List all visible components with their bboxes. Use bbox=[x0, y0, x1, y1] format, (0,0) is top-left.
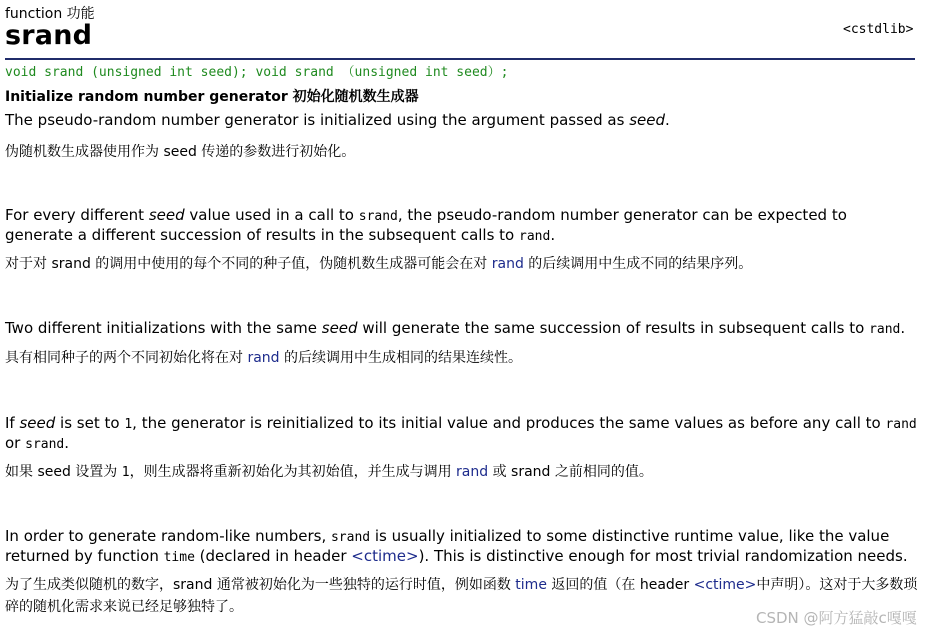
text-span: or bbox=[5, 434, 26, 452]
text-span: For every different bbox=[5, 206, 149, 224]
text-span: value used in a call to bbox=[184, 206, 359, 224]
paragraph-3-english bbox=[5, 319, 917, 339]
text-span: If bbox=[5, 414, 20, 432]
text-span: 的后续调用中生成相同的结果连续性。 bbox=[279, 350, 523, 366]
time-link[interactable]: time bbox=[515, 577, 547, 593]
paragraph-2-english bbox=[5, 206, 917, 246]
rand-link[interactable]: rand bbox=[456, 464, 489, 480]
text-span: 为了生成类似随机的数字，srand 通常被初始化为一些独特的运行时值，例如函数 bbox=[5, 577, 516, 593]
seed-param: seed bbox=[321, 319, 358, 337]
rand-code: rand bbox=[519, 229, 551, 244]
time-code: time bbox=[163, 550, 195, 565]
page-title: srand bbox=[5, 20, 93, 51]
paragraph-4-chinese bbox=[5, 461, 925, 484]
ctime-link[interactable]: <ctime> bbox=[693, 577, 757, 593]
text-span: 具有相同种子的两个不同初始化将在对 bbox=[5, 350, 248, 366]
ctime-link[interactable]: <ctime> bbox=[351, 547, 419, 565]
title-divider bbox=[5, 58, 915, 60]
function-summary: Initialize random number generator 初始化随机数生成器 bbox=[5, 89, 419, 105]
text-span: 对于对 srand 的调用中使用的每个不同的种子值，伪随机数生成器可能会在对 bbox=[5, 256, 492, 272]
text-span: ，则生成器将重新初始化为其初始值，并生成与调用 bbox=[129, 464, 457, 480]
text-span: 中声明）。这对于大多数琐碎的随机化需求来说已经足够独特了。 bbox=[5, 577, 918, 615]
paragraph-3-chinese bbox=[5, 347, 925, 369]
srand-code: srand bbox=[358, 209, 398, 224]
text-span: 或 srand 之前相同的值。 bbox=[488, 464, 653, 480]
seed-param: seed bbox=[148, 206, 185, 224]
rand-link[interactable]: rand bbox=[247, 350, 280, 366]
header-file-tag: <cstdlib> bbox=[843, 22, 914, 37]
paragraph-4-english bbox=[5, 414, 917, 454]
paragraph-5-english bbox=[5, 527, 917, 567]
text-span: will generate the same succession of results in subsequent calls to bbox=[357, 319, 870, 337]
text-span: 如果 seed 设置为 bbox=[5, 464, 122, 480]
text-span: 的后续调用中生成不同的结果序列。 bbox=[523, 256, 753, 272]
function-kind-label: function 功能 bbox=[5, 6, 95, 22]
text-span: The pseudo-random number generator is initialized using the argument passed as bbox=[5, 111, 630, 129]
text-span: (declared in header bbox=[194, 547, 352, 565]
srand-code: srand bbox=[25, 437, 65, 452]
text-span: ). This is distinctive enough for most trivial randomization needs. bbox=[418, 547, 908, 565]
seed-param: seed bbox=[19, 414, 56, 432]
text-span: . bbox=[64, 434, 70, 452]
one-literal: 1 bbox=[121, 465, 130, 480]
seed-param: seed bbox=[629, 111, 666, 129]
paragraph-2-chinese bbox=[5, 253, 925, 275]
text-span: is set to bbox=[55, 414, 125, 432]
paragraph-1-chinese: 伪随机数生成器使用作为 seed 传递的参数进行初始化。 bbox=[5, 144, 356, 160]
text-span: , the pseudo-random number generator can be expected to generate a different succession of results in the subsequent calls to bbox=[5, 206, 847, 244]
rand-link[interactable]: rand bbox=[491, 256, 524, 272]
text-span: , the generator is reinitialized to its initial value and produces the same values as before any call to bbox=[132, 414, 886, 432]
srand-code: srand bbox=[330, 530, 371, 545]
text-span: . bbox=[900, 319, 906, 337]
text-span: is usually initialized to some distinctive runtime value, like the value returned by function bbox=[5, 527, 890, 565]
text-span: . bbox=[550, 226, 556, 244]
rand-code: rand bbox=[869, 322, 901, 337]
paragraph-1-english bbox=[5, 111, 917, 130]
text-span: . bbox=[665, 111, 670, 129]
function-prototype: void srand (unsigned int seed); void srand （unsigned int seed）; bbox=[5, 65, 509, 80]
rand-code: rand bbox=[885, 417, 917, 432]
text-span: 返回的值（在 header bbox=[546, 577, 694, 593]
text-span: In order to generate random-like numbers, bbox=[5, 527, 331, 545]
one-literal: 1 bbox=[124, 417, 133, 432]
text-span: Two different initializations with the same bbox=[5, 319, 322, 337]
csdn-watermark: CSDN @阿方猛敲c嘎嘎 bbox=[756, 609, 917, 627]
